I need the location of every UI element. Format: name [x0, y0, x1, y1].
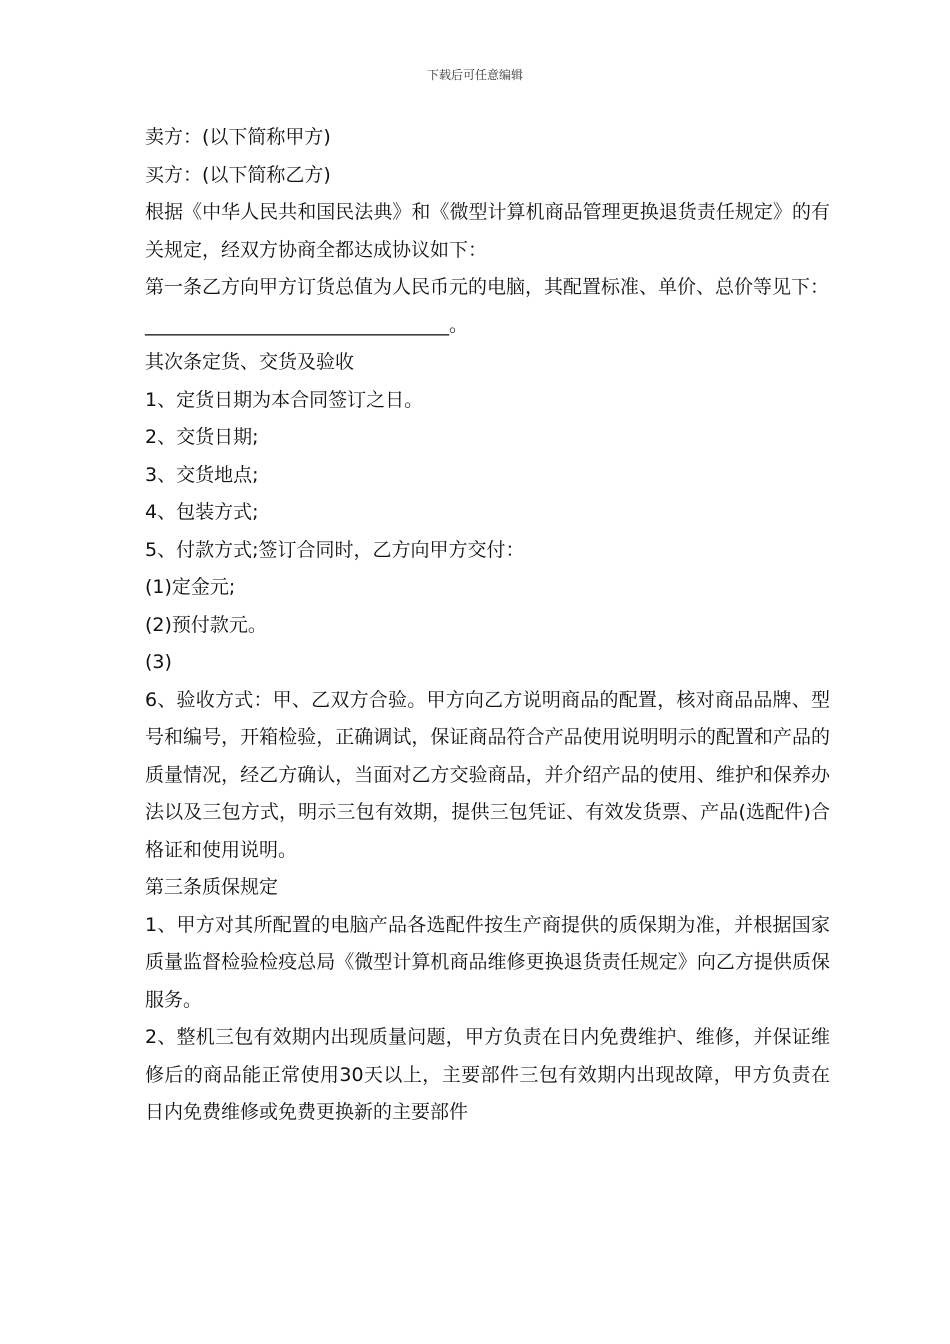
paragraph-advance: (2)预付款元。	[145, 613, 267, 636]
paragraph-acceptance: 6、验收方式：甲、乙双方合验。甲方向乙方说明商品的配置，核对商品品牌、型号和编号，开箱检验，正确调试，保证商品符合产品使用说明明示的配置和产品的质量情况，经乙方确认，当面对乙方交验商品，并介绍产品的使用、维护和保养办法以及三包方式，明示三包有效期，提供三包凭证、有效发货票、产品(选配件)合格证和使用说明。	[145, 688, 830, 861]
paragraph-warranty-2: 2、整机三包有效期内出现质量问题，甲方负责在日内免费维护、维修，并保证维修后的商品能正常使用30天以上，主要部件三包有效期内出现故障，甲方负责在日内免费维修或免费更换新的主要部件	[145, 1026, 830, 1123]
paragraph-order-date: 1、定货日期为本合同签订之日。	[145, 388, 424, 411]
paragraph-payment: 5、付款方式;签订合同时，乙方向甲方交付：	[145, 538, 525, 561]
paragraph-deposit: (1)定金元;	[145, 576, 236, 598]
paragraph-preamble: 根据《中华人民共和国民法典》和《微型计算机商品管理更换退货责任规定》的有关规定，经双方协商全都达成协议如下：	[145, 201, 830, 261]
paragraph-delivery-date: 2、交货日期;	[145, 426, 259, 448]
paragraph-buyer: 买方：(以下简称乙方)	[145, 163, 331, 186]
paragraph-article-3-heading: 第三条质保规定	[145, 876, 279, 898]
paragraph-article-2-heading: 其次条定货、交货及验收	[145, 351, 355, 373]
document-body	[145, 119, 830, 1132]
paragraph-seller: 卖方：(以下简称甲方)	[145, 126, 331, 148]
page-header: 下载后可任意编辑	[426, 68, 523, 82]
paragraph-item-3: (3)	[145, 651, 172, 673]
paragraph-warranty-1: 1、甲方对其所配置的电脑产品各选配件按生产商提供的质保期为准，并根据国家质量监督检验检疫总局《微型计算机商品维修更换退货责任规定》向乙方提供质保服务。	[145, 913, 830, 1011]
paragraph-packaging: 4、包装方式;	[145, 501, 259, 523]
paragraph-blank-line: ________________________________。	[145, 313, 469, 336]
paragraph-article-1: 第一条乙方向甲方订货总值为人民币元的电脑，其配置标准、单价、总价等见下：	[145, 276, 830, 298]
paragraph-delivery-place: 3、交货地点;	[145, 463, 259, 486]
